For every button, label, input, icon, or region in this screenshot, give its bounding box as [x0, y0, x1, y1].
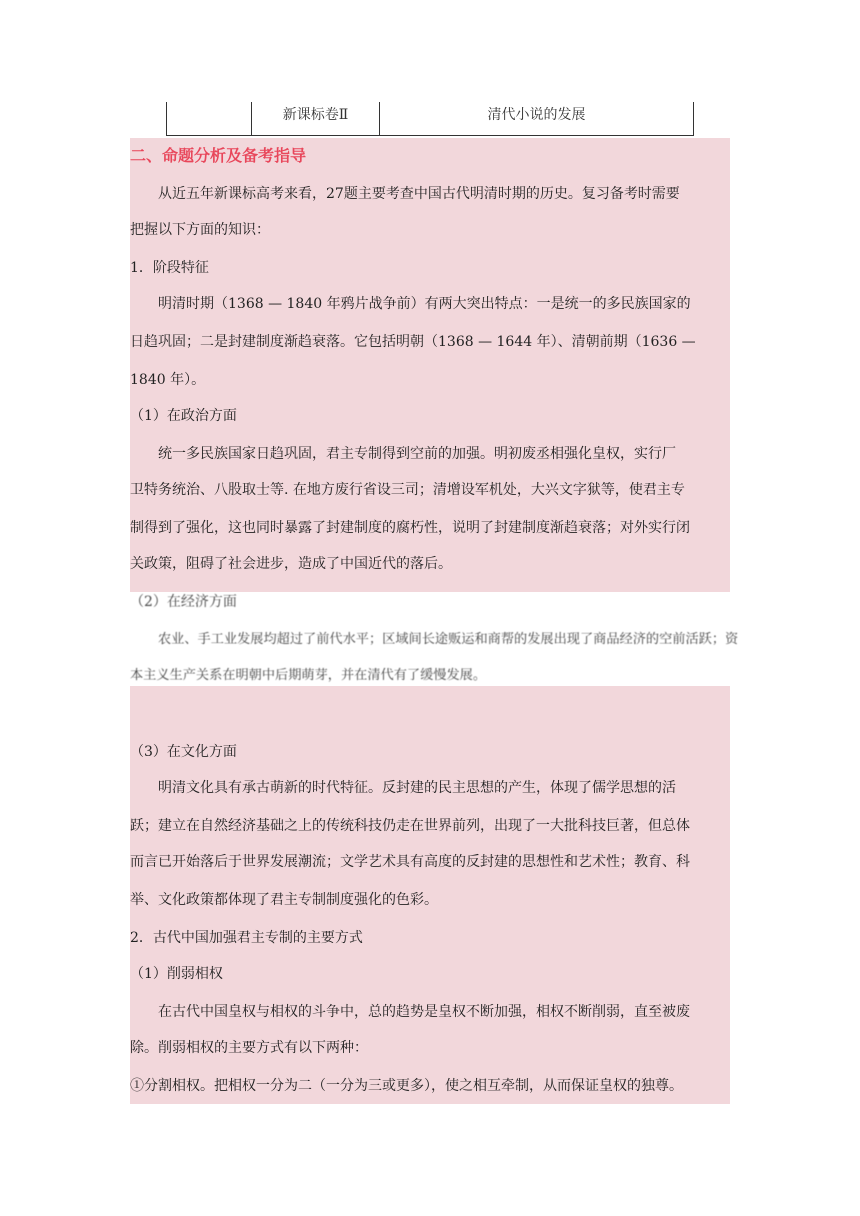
politics-line-2: 卫特务统治、八股取士等. 在地方废行省设三司；清增设军机处，大兴文字狱等，使君主专 — [130, 482, 685, 498]
politics-line-4: 关政策，阻碍了社会进步，造成了中国近代的落后。 — [130, 556, 452, 572]
section-title: 二、命题分析及备考指导 — [130, 146, 307, 165]
politics-line-1: 统一多民族国家日趋巩固，君主专制得到空前的加强。明初废丞相强化皇权，实行厂 — [158, 446, 676, 462]
stage-feature-line-2: 日趋巩固；二是封建制度渐趋衰落。它包括明朝（1368 — 1644 年）、清朝前期（1636 — — [130, 334, 696, 350]
culture-line-4: 举、文化政策都体现了君主专制制度强化的色彩。 — [130, 892, 438, 908]
intro-line-1: 从近五年新课标高考来看，27题主要考查中国古代明清时期的历史。复习备考时需要 — [158, 186, 680, 202]
autocracy-title: 2．古代中国加强君主专制的主要方式 — [130, 930, 363, 946]
economy-line-1: 农业、手工业发展均超过了前代水平；区域间长途贩运和商帮的发展出现了商品经济的空前活跃；资 — [158, 632, 739, 647]
politics-line-3: 制得到了强化，这也同时暴露了封建制度的腐朽性，说明了封建制度渐趋衰落；对外实行闭 — [130, 520, 690, 536]
weaken-chancellor-title: （1）削弱相权 — [130, 966, 223, 982]
economy-line-2: 本主义生产关系在明朝中后期萌芽，并在清代有了缓慢发展。 — [130, 668, 487, 683]
weaken-line-2: 除。削弱相权的主要方式有以下两种： — [130, 1040, 368, 1056]
culture-line-1: 明清文化具有承古萌新的时代特征。反封建的民主思想的产生，体现了儒学思想的活 — [158, 780, 676, 796]
stage-feature-title: 1．阶段特征 — [130, 260, 209, 276]
economy-title: （2）在经济方面 — [130, 594, 237, 610]
culture-line-3: 而言已开始落后于世界发展潮流；文学艺术具有高度的反封建的思想性和艺术性；教育、科 — [130, 854, 690, 870]
politics-title: （1）在政治方面 — [130, 408, 237, 424]
stage-feature-line-3: 1840 年）。 — [130, 372, 206, 388]
weaken-item-1: ①分割相权。把相权一分为二（一分为三或更多），使之相互牵制，从而保证皇权的独尊。 — [130, 1078, 683, 1094]
table-cell-paper: 新课标卷Ⅱ — [251, 102, 379, 135]
culture-line-2: 跃；建立在自然经济基础之上的传统科技仍走在世界前列，出现了一大批科技巨著，但总体 — [130, 818, 690, 834]
exam-table-row — [166, 102, 694, 136]
culture-title: （3）在文化方面 — [130, 744, 237, 760]
table-cell-topic: 清代小说的发展 — [379, 102, 693, 135]
intro-line-2: 把握以下方面的知识： — [130, 222, 270, 238]
weaken-line-1: 在古代中国皇权与相权的斗争中，总的趋势是皇权不断加强，相权不断削弱，直至被废 — [158, 1004, 690, 1020]
stage-feature-line-1: 明清时期（1368 — 1840 年鸦片战争前）有两大突出特点：一是统一的多民族国家的 — [158, 296, 691, 312]
